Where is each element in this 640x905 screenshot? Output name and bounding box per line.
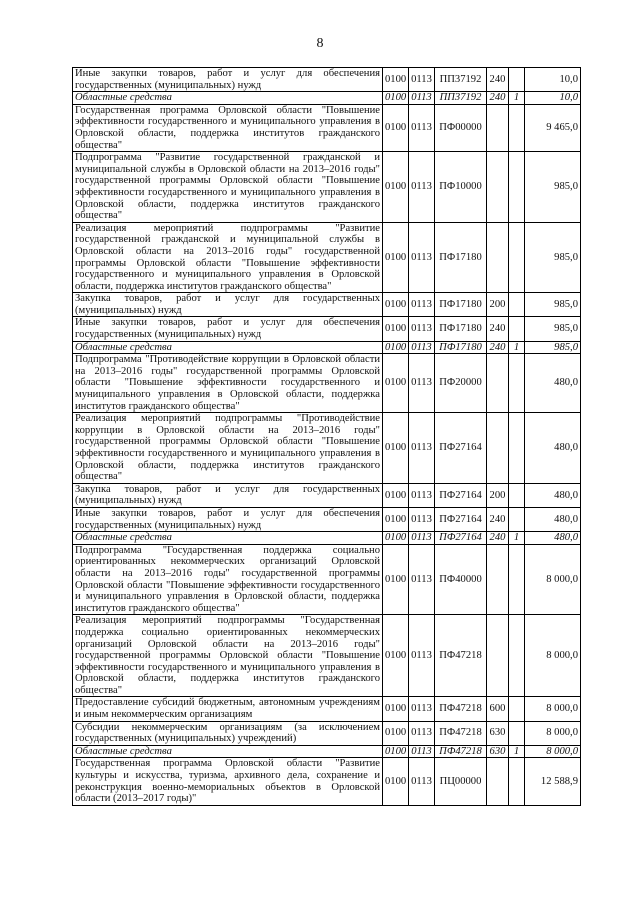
expense-type-cell: 200	[487, 293, 509, 317]
row-name-cell: Субсидии некоммерческим организациям (за исключением государственных (муниципальных) учреждений)	[73, 721, 383, 745]
section-code-cell: 0100	[383, 483, 409, 507]
expense-type-cell	[487, 222, 509, 293]
table-row	[73, 483, 581, 507]
expense-type-cell: 240	[487, 92, 509, 105]
funding-source-cell	[509, 507, 525, 531]
section-code-cell: 0100	[383, 293, 409, 317]
amount-cell: 480,0	[525, 354, 581, 413]
section-code-cell: 0100	[383, 544, 409, 615]
expense-type-cell: 630	[487, 745, 509, 758]
section-code-cell: 0100	[383, 222, 409, 293]
table-row	[73, 544, 581, 615]
row-name-cell: Подпрограмма "Противодействие коррупции в Орловской области на 2013–2016 годы" государственной программы Орловской области "Повышение эффективности государственного и муниципального управления в Орловской области, поддержка институтов гражданского общества"	[73, 354, 383, 413]
section-code-cell: 0100	[383, 104, 409, 151]
funding-source-cell: 1	[509, 745, 525, 758]
table-row	[73, 532, 581, 545]
row-name-cell: Иные закупки товаров, работ и услуг для обеспечения государственных (муниципальных) нужд	[73, 507, 383, 531]
section-code-cell: 0100	[383, 532, 409, 545]
funding-source-cell	[509, 758, 525, 805]
budget-table	[72, 67, 581, 806]
target-article-cell: ПФ27164	[435, 483, 487, 507]
expense-type-cell	[487, 615, 509, 697]
subsection-code-cell: 0113	[409, 697, 435, 721]
target-article-cell: ПЦ00000	[435, 758, 487, 805]
section-code-cell: 0100	[383, 721, 409, 745]
subsection-code-cell: 0113	[409, 507, 435, 531]
amount-cell: 8 000,0	[525, 544, 581, 615]
table-row	[73, 758, 581, 805]
section-code-cell: 0100	[383, 354, 409, 413]
funding-source-cell	[509, 152, 525, 223]
target-article-cell: ПФ17180	[435, 317, 487, 341]
subsection-code-cell: 0113	[409, 413, 435, 484]
subsection-code-cell: 0113	[409, 615, 435, 697]
table-row	[73, 92, 581, 105]
subsection-code-cell: 0113	[409, 483, 435, 507]
budget-table-body	[73, 68, 581, 806]
amount-cell: 8 000,0	[525, 697, 581, 721]
target-article-cell: ПФ00000	[435, 104, 487, 151]
section-code-cell: 0100	[383, 697, 409, 721]
amount-cell: 985,0	[525, 317, 581, 341]
amount-cell: 480,0	[525, 507, 581, 531]
target-article-cell: ПФ27164	[435, 413, 487, 484]
section-code-cell: 0100	[383, 507, 409, 531]
target-article-cell: ПП37192	[435, 92, 487, 105]
row-name-cell: Областные средства	[73, 745, 383, 758]
expense-type-cell: 600	[487, 697, 509, 721]
amount-cell: 985,0	[525, 341, 581, 354]
table-row	[73, 745, 581, 758]
row-name-cell: Предоставление субсидий бюджетным, автономным учреждениям и иным некоммерческим организациям	[73, 697, 383, 721]
amount-cell: 9 465,0	[525, 104, 581, 151]
target-article-cell: ПФ10000	[435, 152, 487, 223]
subsection-code-cell: 0113	[409, 544, 435, 615]
table-row	[73, 68, 581, 92]
row-name-cell: Областные средства	[73, 92, 383, 105]
subsection-code-cell: 0113	[409, 532, 435, 545]
expense-type-cell: 240	[487, 507, 509, 531]
row-name-cell: Государственная программа Орловской области "Повышение эффективности государственного и муниципального управления в Орловской области, поддержка институтов гражданского общества"	[73, 104, 383, 151]
target-article-cell: ПФ17180	[435, 293, 487, 317]
target-article-cell: ПФ27164	[435, 507, 487, 531]
row-name-cell: Реализация мероприятий подпрограммы "Противодействие коррупции в Орловской области на 2013–2016 годы" государственной программы Орловской области "Повышение эффективности государственного и муниципального управления в Орловской области, поддержка институтов гражданского общества"	[73, 413, 383, 484]
subsection-code-cell: 0113	[409, 104, 435, 151]
subsection-code-cell: 0113	[409, 721, 435, 745]
table-row	[73, 507, 581, 531]
subsection-code-cell: 0113	[409, 341, 435, 354]
target-article-cell: ПФ47218	[435, 721, 487, 745]
row-name-cell: Реализация мероприятий подпрограммы "Государственная поддержка социально ориентированных некоммерческих организаций Орловской области на 2013–2016 годы" государственной программы Орловской области "Повышение эффективности государственного и муниципального управления в Орловской области, поддержка институтов гражданского общества"	[73, 615, 383, 697]
funding-source-cell	[509, 544, 525, 615]
funding-source-cell	[509, 697, 525, 721]
funding-source-cell	[509, 104, 525, 151]
subsection-code-cell: 0113	[409, 222, 435, 293]
target-article-cell: ПП37192	[435, 68, 487, 92]
expense-type-cell	[487, 152, 509, 223]
target-article-cell: ПФ47218	[435, 745, 487, 758]
row-name-cell: Государственная программа Орловской области "Развитие культуры и искусства, туризма, архивного дела, сохранение и реконструкция военно-мемориальных объектов в Орловской области (2013–2017 годы)"	[73, 758, 383, 805]
funding-source-cell: 1	[509, 341, 525, 354]
row-name-cell: Областные средства	[73, 341, 383, 354]
amount-cell: 8 000,0	[525, 615, 581, 697]
section-code-cell: 0100	[383, 413, 409, 484]
funding-source-cell: 1	[509, 532, 525, 545]
amount-cell: 480,0	[525, 483, 581, 507]
amount-cell: 12 588,9	[525, 758, 581, 805]
funding-source-cell	[509, 293, 525, 317]
table-row	[73, 222, 581, 293]
funding-source-cell	[509, 721, 525, 745]
subsection-code-cell: 0113	[409, 68, 435, 92]
amount-cell: 480,0	[525, 413, 581, 484]
target-article-cell: ПФ47218	[435, 615, 487, 697]
row-name-cell: Областные средства	[73, 532, 383, 545]
expense-type-cell: 630	[487, 721, 509, 745]
subsection-code-cell: 0113	[409, 745, 435, 758]
table-row	[73, 152, 581, 223]
funding-source-cell	[509, 317, 525, 341]
target-article-cell: ПФ47218	[435, 697, 487, 721]
section-code-cell: 0100	[383, 92, 409, 105]
subsection-code-cell: 0113	[409, 758, 435, 805]
target-article-cell: ПФ40000	[435, 544, 487, 615]
row-name-cell: Закупка товаров, работ и услуг для государственных (муниципальных) нужд	[73, 293, 383, 317]
expense-type-cell: 240	[487, 317, 509, 341]
table-row	[73, 104, 581, 151]
funding-source-cell	[509, 615, 525, 697]
subsection-code-cell: 0113	[409, 152, 435, 223]
amount-cell: 985,0	[525, 293, 581, 317]
expense-type-cell: 200	[487, 483, 509, 507]
row-name-cell: Подпрограмма "Государственная поддержка социально ориентированных некоммерческих организаций Орловской области на 2013–2016 годы" государственной программы Орловской области "Повышение эффективности государственного и муниципального управления в Орловской области, поддержка институтов гражданского общества"	[73, 544, 383, 615]
row-name-cell: Иные закупки товаров, работ и услуг для обеспечения государственных (муниципальных) нужд	[73, 317, 383, 341]
amount-cell: 985,0	[525, 152, 581, 223]
target-article-cell: ПФ27164	[435, 532, 487, 545]
page-number: 8	[316, 36, 324, 51]
expense-type-cell	[487, 354, 509, 413]
funding-source-cell	[509, 222, 525, 293]
funding-source-cell	[509, 354, 525, 413]
section-code-cell: 0100	[383, 317, 409, 341]
expense-type-cell	[487, 413, 509, 484]
amount-cell: 10,0	[525, 92, 581, 105]
table-row	[73, 615, 581, 697]
table-row	[73, 317, 581, 341]
table-row	[73, 293, 581, 317]
target-article-cell: ПФ17180	[435, 222, 487, 293]
funding-source-cell	[509, 68, 525, 92]
section-code-cell: 0100	[383, 745, 409, 758]
amount-cell: 8 000,0	[525, 745, 581, 758]
funding-source-cell	[509, 483, 525, 507]
table-row	[73, 413, 581, 484]
amount-cell: 10,0	[525, 68, 581, 92]
row-name-cell: Подпрограмма "Развитие государственной гражданской и муниципальной службы в Орловской области на 2013–2016 годы" государственной программы Орловской области "Повышение эффективности государственного и муниципального управления в Орловской области, поддержка институтов гражданского общества"	[73, 152, 383, 223]
table-row	[73, 697, 581, 721]
target-article-cell: ПФ17180	[435, 341, 487, 354]
subsection-code-cell: 0113	[409, 317, 435, 341]
expense-type-cell: 240	[487, 532, 509, 545]
section-code-cell: 0100	[383, 68, 409, 92]
row-name-cell: Иные закупки товаров, работ и услуг для обеспечения государственных (муниципальных) нужд	[73, 68, 383, 92]
amount-cell: 8 000,0	[525, 721, 581, 745]
section-code-cell: 0100	[383, 341, 409, 354]
table-row	[73, 341, 581, 354]
section-code-cell: 0100	[383, 152, 409, 223]
subsection-code-cell: 0113	[409, 92, 435, 105]
table-row	[73, 721, 581, 745]
amount-cell: 985,0	[525, 222, 581, 293]
expense-type-cell	[487, 544, 509, 615]
funding-source-cell	[509, 413, 525, 484]
table-row	[73, 354, 581, 413]
subsection-code-cell: 0113	[409, 354, 435, 413]
expense-type-cell: 240	[487, 68, 509, 92]
expense-type-cell	[487, 758, 509, 805]
section-code-cell: 0100	[383, 615, 409, 697]
expense-type-cell	[487, 104, 509, 151]
expense-type-cell: 240	[487, 341, 509, 354]
subsection-code-cell: 0113	[409, 293, 435, 317]
amount-cell: 480,0	[525, 532, 581, 545]
section-code-cell: 0100	[383, 758, 409, 805]
target-article-cell: ПФ20000	[435, 354, 487, 413]
row-name-cell: Закупка товаров, работ и услуг для государственных (муниципальных) нужд	[73, 483, 383, 507]
funding-source-cell: 1	[509, 92, 525, 105]
row-name-cell: Реализация мероприятий подпрограммы "Развитие государственной гражданской и муниципальной службы в Орловской области на 2013–2016 годы" государственной программы Орловской области "Повышение эффективности государственного и муниципального управления в Орловской области, поддержка институтов гражданского общества"	[73, 222, 383, 293]
